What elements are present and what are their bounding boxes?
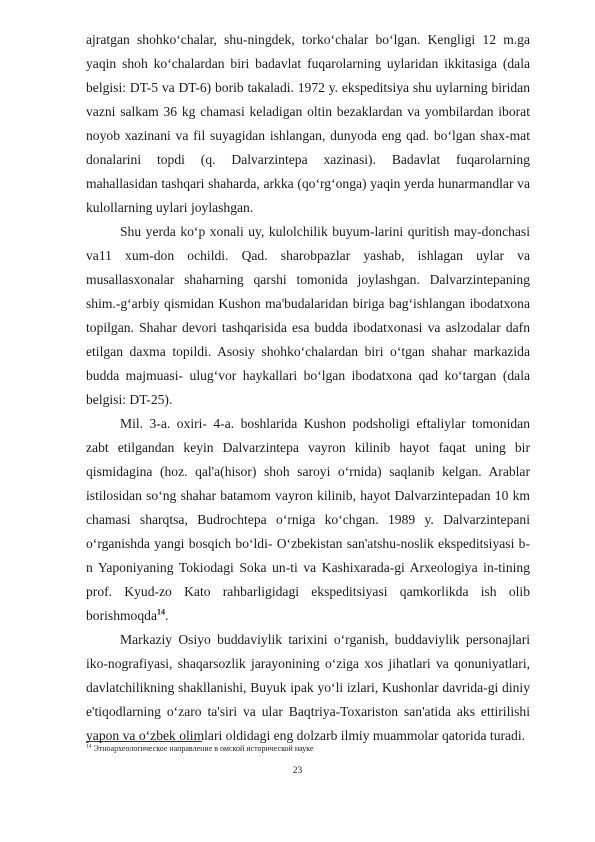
footnote [86, 744, 530, 754]
page-body [86, 28, 530, 748]
footnote-number: 14 [86, 743, 92, 750]
paragraph-1: ajratgan shohko‘chalar, shu-ningdek, torko‘chalar bo‘lgan. Kengligi 12 m.ga yaqin shoh ko‘chalardan biri badavlat fuqarolarning uylaridan ikkitasiga (dala belgisi: DT-5 va DT-6) borib takaladi. 1972 y. ekspeditsiya shu uylarning biridan vazni salkam 36 kg chamasi keladigan oltin bezaklardan va yombilardan iborat noyob xazinani va fil suyagidan ishlangan, dunyoda eng qad. bo‘lgan shax-mat donalarini topdi (q. Dalvarzintepa xazinasi). Badavlat fuqarolarning mahallasidan tashqari shaharda, arkka (qo‘rg‘onga) yaqin yerda hunarmandlar va kulollarning uylari joylashgan. [86, 32, 530, 215]
paragraph-2: Shu yerda ko‘p xonali uy, kulolchilik buyum-larini quritish may-donchasi va11 xum-don ochildi. Qad. sharobpazlar yashab, ishlagan uylar va musallasxonalar shaharning qarshi tomonida joylashgan. Dalvarzintepaning shim.-g‘arbiy qismidan Kushon ma'budalaridan biriga bag‘ishlangan ibodatxona topilgan. Shahar devori tashqarisida esa budda ibodatxonasi va aslzodalar dafn etilgan daxma topildi. Asosiy shohko‘chalardan biri o‘tgan shahar markazida budda majmuasi- ulug‘vor haykallari bo‘lgan ibodatxona qad ko‘targan (dala belgisi: DT-25). [86, 224, 530, 407]
footnote-reference[interactable]: 14 [156, 607, 165, 617]
page-number: 23 [292, 766, 303, 776]
paragraph-4: Markaziy Osiyo buddaviylik tarixini o‘rganish, buddaviylik personajlari iko-nografiyasi, shaqarsozlik jarayonining o‘ziga xos jihatlari va qonuniyatlari, davlatchilikning shakllanishi, Buyuk ipak yo‘li izlari, Kushonlar davrida-gi diniy e'tiqodlarning o‘zaro ta'siri va ular Baqtriya-Toxariston san'atida aks ettirilishi yapon va o‘zbek olimlari oldidagi eng dolzarb ilmiy muammolar qatorida turadi. [86, 632, 530, 743]
paragraph-3-text: Mil. 3-a. oxiri- 4-a. boshlarida Kushon podsholigi eftaliylar tomonidan zabt etilgandan keyin Dalvarzintepa vayron kilinib hayot faqat uning bir qismidagina (hoz. qal'a(hisor) shoh saroyi o‘rnida) saqlanib kelgan. Arablar istilosidan so‘ng shahar batamom vayron kilinib, hayot Dalvarzintepadan 10 km chamasi sharqtsa, Budrochtepa o‘rniga ko‘chgan. 1989 y. Dalvarzintepani o‘rganishda yangi bosqich bo‘ldi- O‘zbekistan san'atshu-noslik ekspeditsiyasi b-n Yaponiyaning Tokiodagi Soka un-ti va Kashixarada-gi Arxeologiya in-tining prof. Kyud-zo Kato rahbarligidagi ekspeditsiyasi qamkorlikda ish olib borishmoqda [86, 416, 530, 623]
paragraph-3-period: . [164, 608, 169, 623]
footnote-text: Этноархеологическое направление в омской исторической науке [93, 744, 314, 753]
paragraph-3 [86, 412, 530, 628]
footnote-divider [86, 741, 202, 742]
